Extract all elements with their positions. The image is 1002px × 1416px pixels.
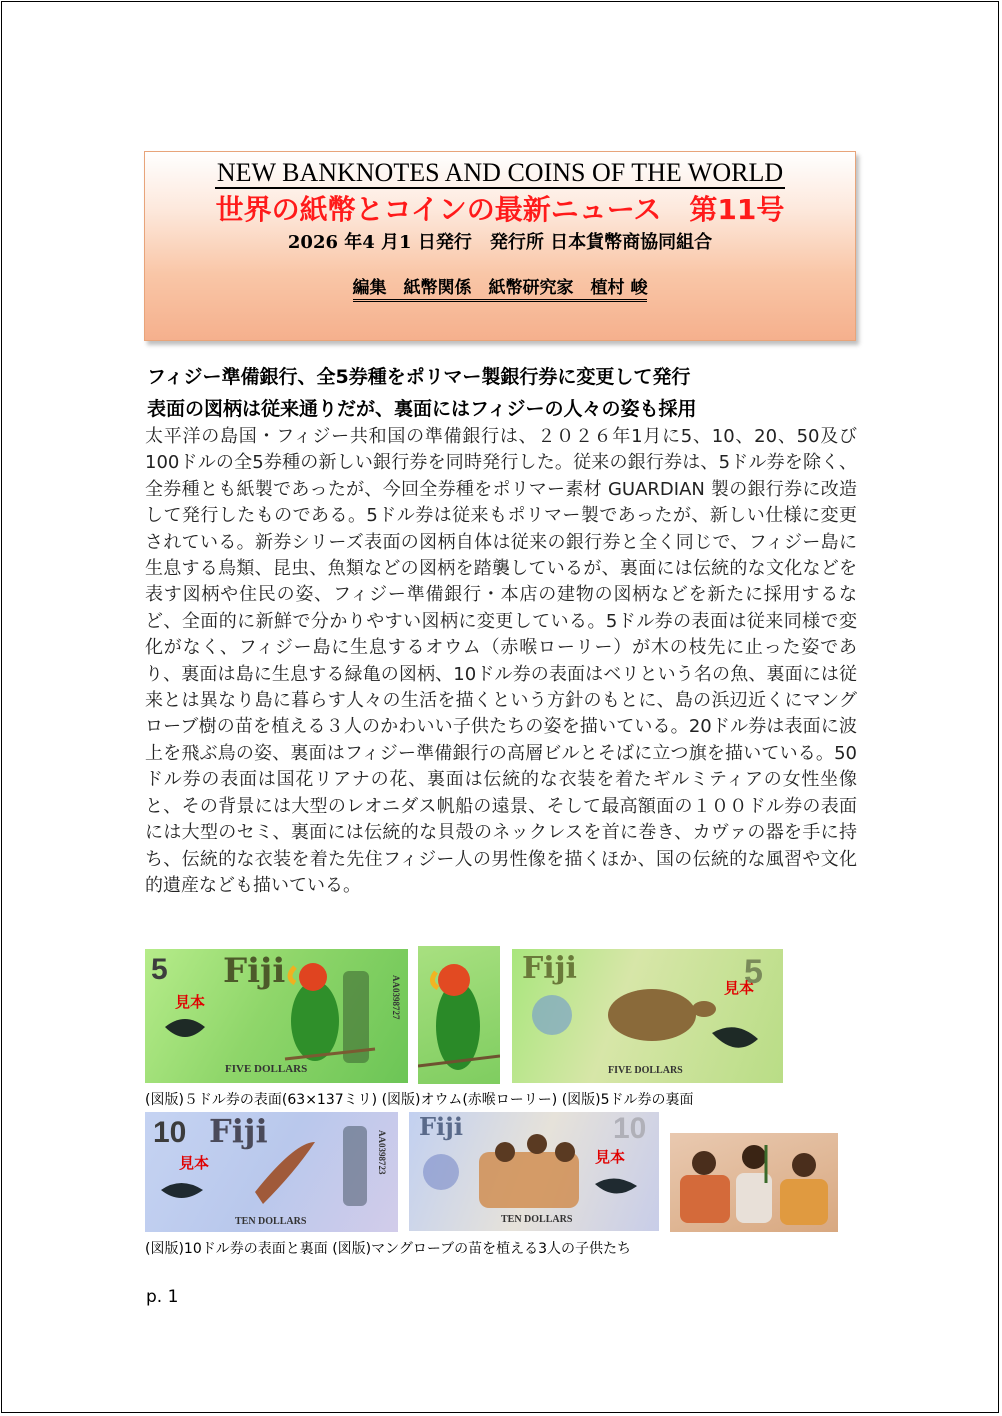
note5-front-brand: Fiji — [223, 951, 286, 991]
note10-back-image — [409, 1112, 659, 1231]
children-detail-image — [670, 1133, 838, 1232]
note5-back-mihon: 見本 — [724, 979, 755, 997]
page-number: p. 1 — [146, 1287, 179, 1307]
children-detail-illustration — [670, 1133, 838, 1232]
caption-row1: (図版)５ドル券の表面(63×137ミリ) (図版)オウム(赤喉ローリー) (図版)5ドル券の裏面 — [145, 1092, 694, 1108]
note5-front-denom: 5 — [151, 953, 168, 986]
note10-front-mihon: 見本 — [179, 1154, 210, 1172]
note5-back-image — [512, 949, 783, 1083]
headline-1: フィジー準備銀行、全5券種をポリマー製銀行券に変更して発行 — [147, 366, 691, 388]
note5-front-image — [145, 949, 408, 1083]
note5-front-serial: AA0398727 — [391, 975, 401, 1020]
caption-row2: (図版)10ドル券の表面と裏面 (図版)マングローブの苗を植える3人の子供たち — [145, 1241, 632, 1257]
note10-front-label: TEN DOLLARS — [235, 1216, 307, 1227]
note10-front-serial: AA0398723 — [377, 1130, 387, 1175]
editor-line: 編集 紙幣関係 紙幣研究家 植村 峻 — [145, 273, 855, 298]
turtle-illustration — [512, 949, 783, 1083]
japanese-title: 世界の紙幣とコインの最新ニュース 第11号 — [215, 193, 785, 226]
issue-line: 2026 年4 月1 日発行 発行所 日本貨幣商協同組合 — [287, 232, 713, 253]
newsletter-header — [144, 151, 856, 341]
note10-back-label: TEN DOLLARS — [501, 1214, 573, 1225]
note10-back-denom: 10 — [613, 1112, 647, 1145]
note5-back-brand: Fiji — [522, 951, 577, 986]
fish-illustration — [145, 1112, 398, 1232]
article-body: 太平洋の島国・フィジー共和国の準備銀行は、２０２６年1月に5、10、20、50及び100ドルの全5券種の新しい銀行券を同時発行した。従来の銀行券は、5ドル券を除く、全券種とも紙製であったが、今回全券種をポリマー素材 GUARDIAN 製の銀行券に改造して発行したものである。5ドル券は従来もポリマー製であったが、新しい仕様に変更されている。新券シリーズ表面の図柄自体は従来の銀行券と全く同じで、フィジー島に生息する鳥類、昆虫、魚類などの図柄を踏襲しているが、裏面には伝統的な文化などを表す図柄や住民の姿、フィジー準備銀行・本店の建物の図柄などを新たに採用するなど、全面的に新鮮で分かりやすい図柄に変更している。5ドル券の表面は従来同様で変化がなく、フィジー島に生息するオウム（赤喉ローリー）が木の枝先に止った姿であり、裏面は島に生息する緑亀の図柄、10ドル券の表面はベリという名の魚、裏面には従来とは異なり島に暮らす人々の生活を描くという方針のもとに、島の浜辺近くにマングローブ樹の苗を植える３人のかわいい子供たちの姿を描いている。20ドル券は表面に波上を飛ぶ鳥の姿、裏面はフィジー準備銀行の高層ビルとそばに立つ旗を描いている。50ドル券の表面は国花リアナの花、裏面は伝統的な衣装を着たギルミティアの女性坐像と、その背景には大型のレオニダス帆船の遠景、そして最高額面の１００ドル券の表面には大型のセミ、裏面には伝統的な貝殻のネックレスを首に巻き、カヴァの器を手に持ち、伝統的な衣装を着た先住フィジー人の男性像を描くほか、国の伝統的な風習や文化的遺産なども描いている。 — [145, 426, 857, 896]
parrot-detail-image — [418, 946, 500, 1084]
note5-back-label: FIVE DOLLARS — [608, 1065, 683, 1076]
note5-front-mihon: 見本 — [175, 993, 206, 1011]
parrot-detail-illustration — [418, 946, 500, 1084]
headline-2: 表面の図柄は従来通りだが、裏面にはフィジーの人々の姿も採用 — [147, 398, 697, 420]
note5-back-denom: 5 — [744, 953, 763, 991]
english-title: NEW BANKNOTES AND COINS OF THE WORLD — [216, 158, 784, 187]
note10-back-brand: Fiji — [419, 1112, 463, 1141]
note10-back-mihon: 見本 — [595, 1148, 626, 1166]
note5-front-label: FIVE DOLLARS — [225, 1063, 308, 1075]
note10-front-brand: Fiji — [209, 1112, 268, 1150]
note10-front-denom: 10 — [153, 1116, 187, 1149]
note10-front-image — [145, 1112, 398, 1232]
